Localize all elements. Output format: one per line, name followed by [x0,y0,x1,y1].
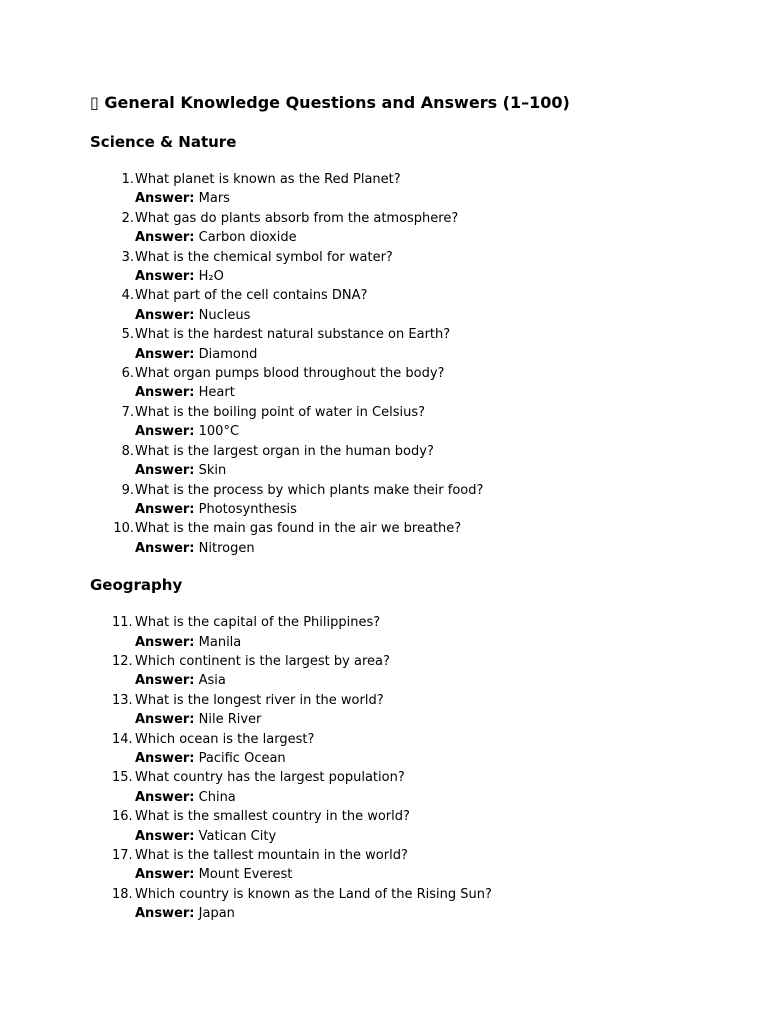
answer-line [135,422,710,441]
question-number: 15. [112,770,133,786]
answer-line [135,865,710,884]
section-heading-geography: Geography [90,576,183,595]
question-number: 16. [112,809,133,825]
list-item [90,248,710,287]
answer-label: Answer: [135,230,195,246]
page-title: ▯ General Knowledge Questions and Answers (1–100) [90,93,570,112]
answer-line [135,306,710,325]
question-number: 11. [112,615,133,631]
question-text: What country has the largest population? [135,770,405,786]
list-item [90,170,710,209]
list-item [90,691,710,730]
list-item [90,325,710,364]
answer-text: Vatican City [198,828,277,844]
answer-label: Answer: [135,191,195,207]
answer-label: Answer: [135,463,195,479]
answer-text: Diamond [198,346,258,362]
answer-text: Mount Everest [198,867,293,883]
question-number: 14. [112,731,133,747]
answer-label: Answer: [135,307,195,323]
answer-line [135,671,710,690]
answer-line [135,189,710,208]
answer-label: Answer: [135,750,195,766]
answer-text: China [198,789,236,805]
answer-label: Answer: [135,789,195,805]
list-item [90,846,710,885]
question-number: 10. [113,521,134,537]
answer-line [135,228,710,247]
list-item [90,519,710,558]
list-item [90,807,710,846]
question-text: What planet is known as the Red Planet? [135,172,401,187]
question-number: 5. [121,327,134,343]
list-item [90,286,710,325]
answer-line [135,788,710,807]
answer-line [135,383,710,402]
question-text: What is the main gas found in the air we breathe? [135,521,462,537]
answer-label: Answer: [135,712,195,728]
answer-text: Manila [198,634,242,650]
answer-text: 100°C [198,424,240,440]
answer-line [135,827,710,846]
answer-label: Answer: [135,867,195,883]
question-text: What is the chemical symbol for water? [135,249,393,265]
answer-label: Answer: [135,673,195,689]
question-number: 12. [112,653,133,669]
question-number: 2. [121,210,134,226]
answer-line [135,904,710,923]
answer-line [135,633,710,652]
list-item [90,613,710,652]
list-item [90,481,710,520]
question-number: 3. [121,249,134,265]
answer-label: Answer: [135,540,195,556]
question-text: What organ pumps blood throughout the body? [135,366,445,382]
section-heading-science-nature: Science & Nature [90,133,237,151]
question-text: What is the process by which plants make their food? [135,482,484,498]
list-item [90,768,710,807]
answer-line [135,345,710,364]
question-number: 17. [112,848,133,863]
answer-line [135,461,710,480]
answer-line [135,539,710,558]
answer-text: Mars [198,191,230,207]
answer-line [135,749,710,768]
question-text: What gas do plants absorb from the atmosphere? [135,210,459,226]
question-number: 18. [112,886,133,902]
answer-label: Answer: [135,828,195,844]
answer-label: Answer: [135,346,195,362]
question-text: Which country is known as the Land of the Rising Sun? [135,886,492,902]
question-text: What is the largest organ in the human body? [135,443,434,459]
question-text: What is the smallest country in the world? [135,809,410,825]
list-item [90,885,710,924]
answer-text: Nile River [198,712,262,728]
question-number: 6. [121,366,134,382]
question-text: What part of the cell contains DNA? [135,288,368,304]
list-item [90,730,710,769]
question-number: 4. [121,288,134,304]
question-text: What is the hardest natural substance on Earth? [135,327,451,343]
answer-line [135,500,710,519]
answer-label: Answer: [135,634,195,650]
question-text: What is the boiling point of water in Celsius? [135,404,426,420]
answer-line [135,710,710,729]
document-page [90,90,710,924]
question-number: 1. [121,172,134,187]
list-item [90,403,710,442]
question-text: Which continent is the largest by area? [135,653,390,669]
answer-text: H₂O [198,269,224,285]
answer-label: Answer: [135,424,195,440]
answer-text: Nucleus [198,307,251,323]
answer-text: Carbon dioxide [198,230,297,246]
question-text: What is the tallest mountain in the world? [135,848,408,863]
answer-text: Japan [198,906,235,922]
question-number: 9. [121,482,134,498]
list-item [90,209,710,248]
list-item [90,442,710,481]
answer-text: Nitrogen [198,540,255,556]
answer-text: Photosynthesis [198,501,297,517]
question-text: What is the capital of the Philippines? [135,615,381,631]
answer-label: Answer: [135,385,195,401]
answer-label: Answer: [135,906,195,922]
answer-text: Asia [198,673,226,689]
answer-label: Answer: [135,269,195,285]
answer-label: Answer: [135,501,195,517]
answer-text: Skin [198,463,227,479]
answer-text: Pacific Ocean [198,750,286,766]
answer-text: Heart [198,385,235,401]
question-list-geography [90,613,710,924]
question-number: 7. [121,404,134,420]
answer-line [135,267,710,286]
list-item [90,652,710,691]
question-number: 8. [121,443,134,459]
question-text: Which ocean is the largest? [135,731,315,747]
question-list-science-nature [90,170,710,558]
question-text: What is the longest river in the world? [135,692,384,708]
list-item [90,364,710,403]
question-number: 13. [112,692,133,708]
